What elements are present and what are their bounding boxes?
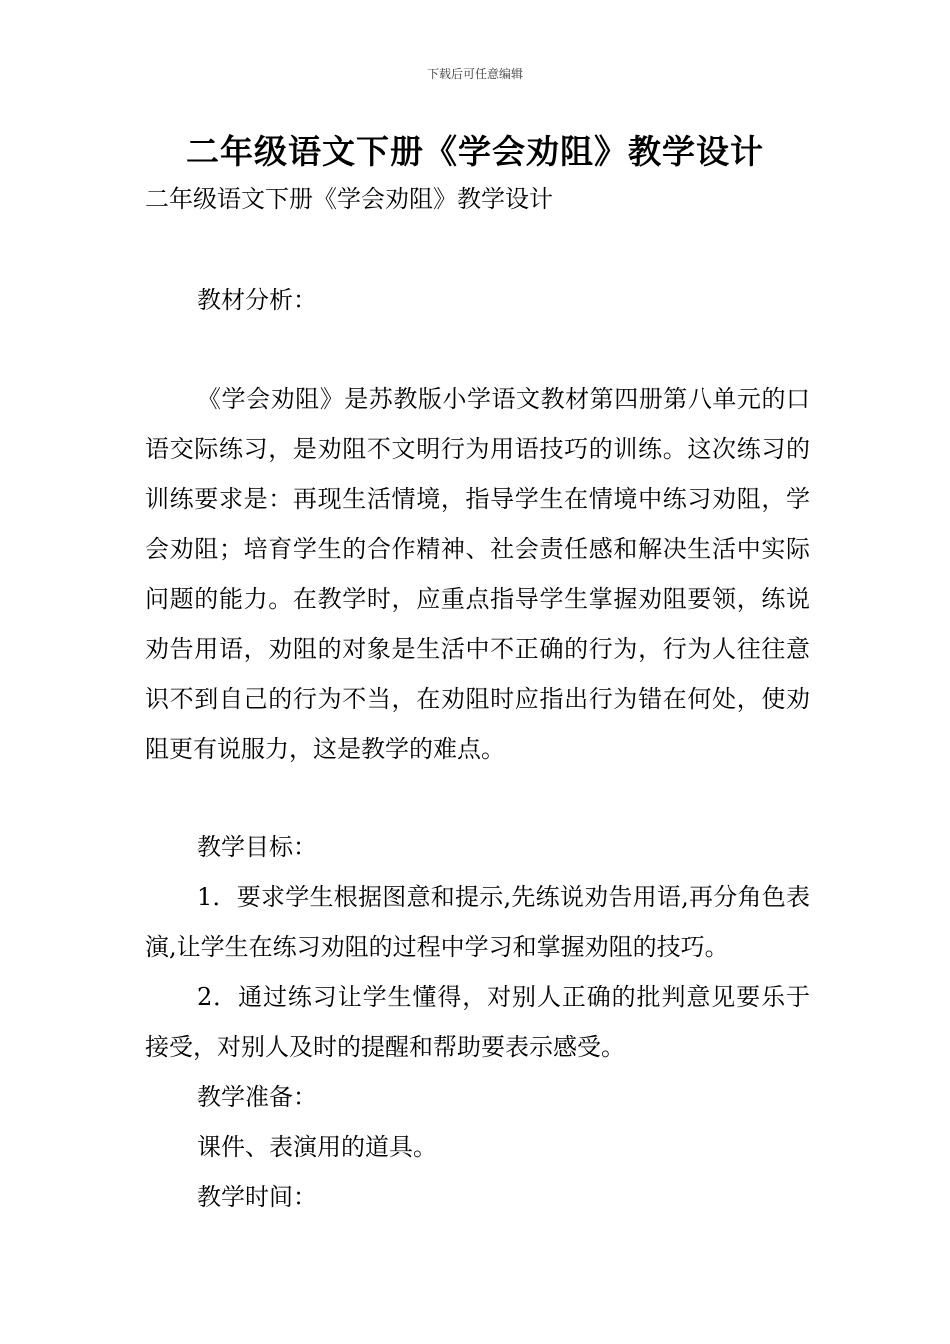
goal-item-2: 2．通过练习让学生懂得，对别人正确的批判意见要乐于接受，对别人及时的提醒和帮助要表示感受。 [145, 983, 810, 1061]
header-note: 下载后可任意编辑 [426, 67, 523, 81]
prep-heading: 教学准备： [197, 1083, 317, 1111]
document-title: 二年级语文下册《学会劝阻》教学设计 [186, 132, 764, 171]
goal-item-1: 1．要求学生根据图意和提示,先练说劝告用语,再分角色表演,让学生在练习劝阻的过程中学习和掌握劝阻的技巧。 [145, 883, 810, 961]
goals-heading: 教学目标： [197, 833, 317, 861]
analysis-paragraph: 《学会劝阻》是苏教版小学语文教材第四册第八单元的口语交际练习，是劝阻不文明行为用语技巧的训练。这次练习的训练要求是：再现生活情境，指导学生在情境中练习劝阻，学会劝阻；培育学生的合作精神、社会责任感和解决生活中实际问题的能力。在教学时，应重点指导学生掌握劝阻要领，练说劝告用语，劝阻的对象是生活中不正确的行为，行为人往往意识不到自己的行为不当，在劝阻时应指出行为错在何处，使劝阻更有说服力，这是教学的难点。 [145, 385, 810, 763]
analysis-heading: 教材分析： [197, 286, 317, 314]
time-heading: 教学时间： [197, 1183, 317, 1211]
prep-text: 课件、表演用的道具。 [197, 1133, 437, 1161]
document-subtitle: 二年级语文下册《学会劝阻》教学设计 [145, 185, 553, 213]
